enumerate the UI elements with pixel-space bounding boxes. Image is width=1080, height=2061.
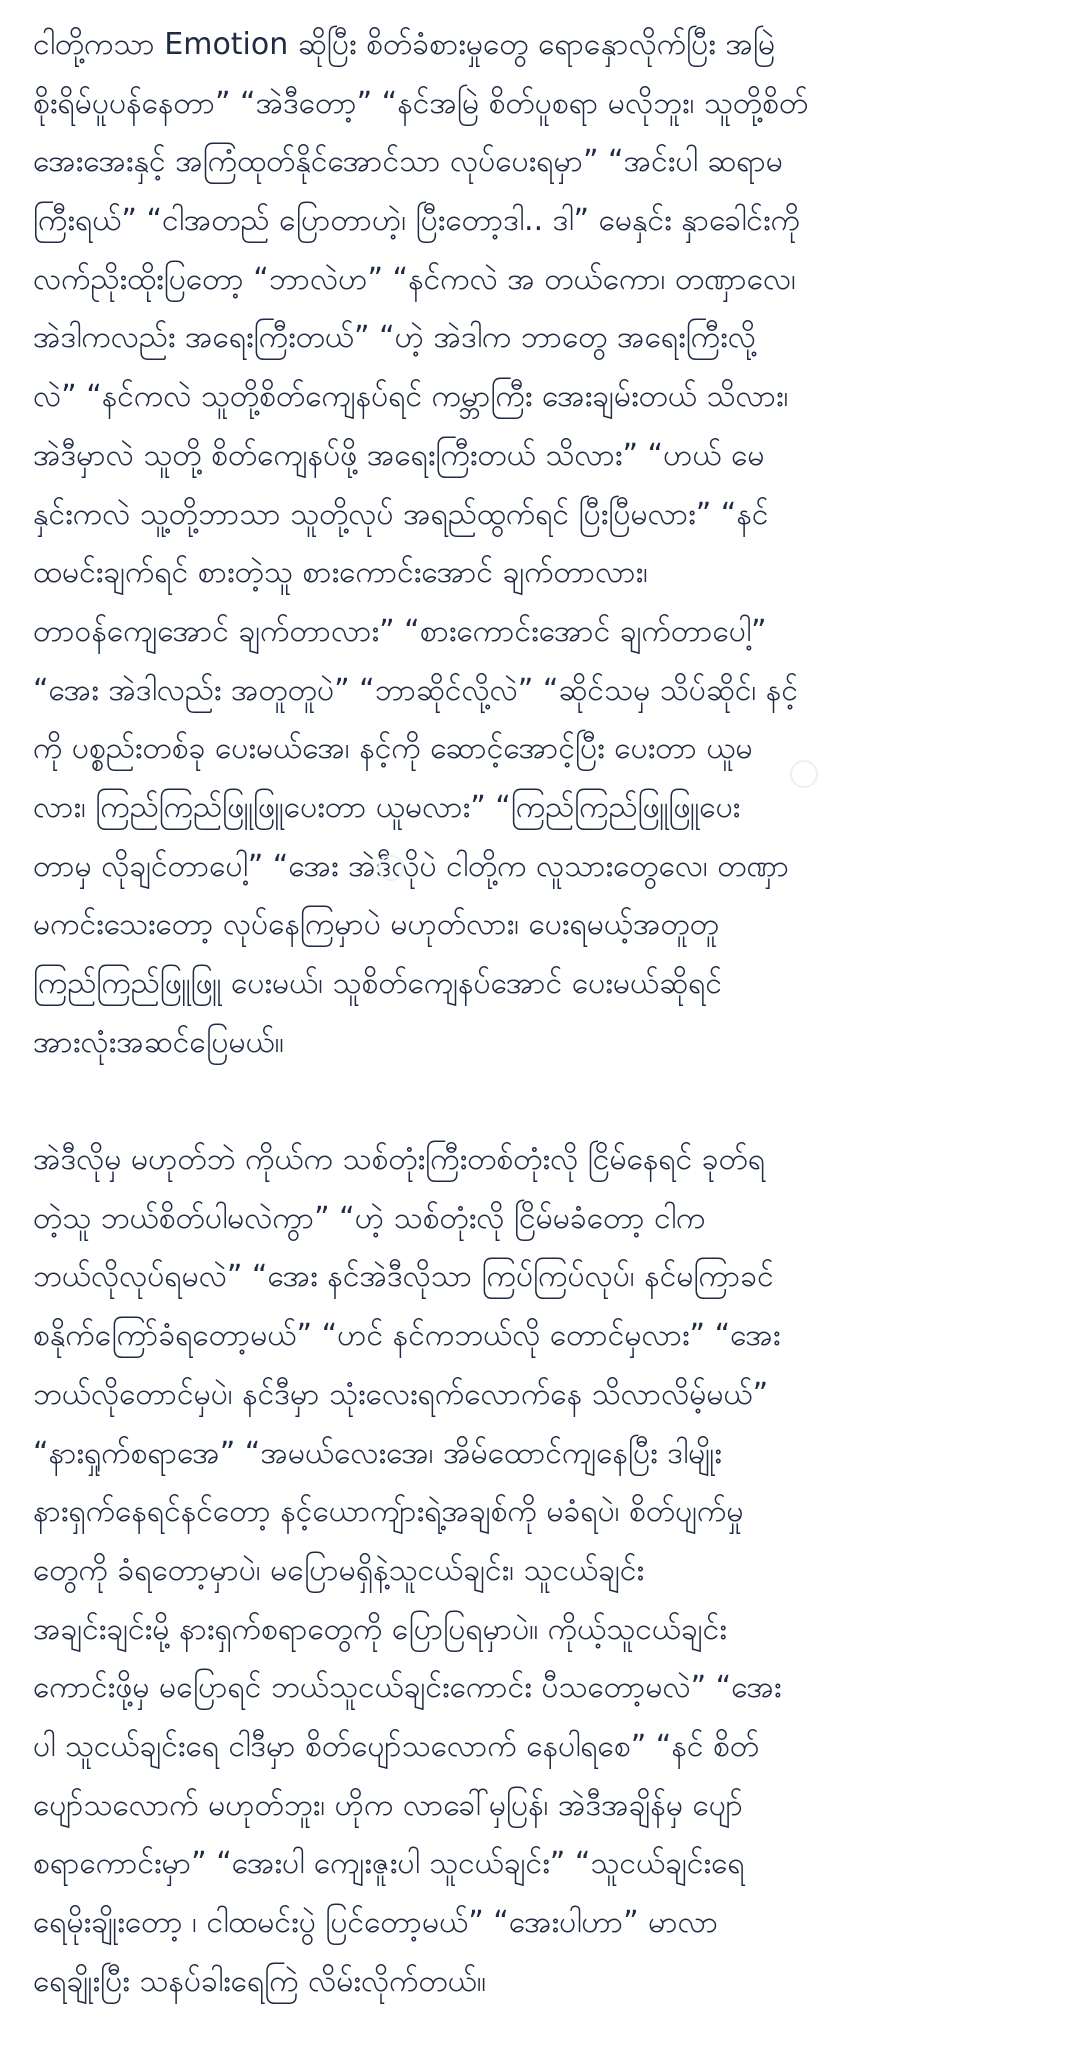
text-line: မကင်းသေးတော့ လုပ်နေကြမှာပဲ မဟုတ်လား၊ ပေးရမယ့်အတူတူ xyxy=(33,907,719,943)
text-line: လား၊ ကြည်ကြည်ဖြူဖြူပေးတာ ယူမလား” “ကြည်ကြည်ဖြူဖြူပေး xyxy=(33,789,741,825)
text-line: အေးအေးနှင့် အကြံထုတ်နိုင်အောင်သာ လုပ်ပေးရမှာ” “အင်းပါ ဆရာမ xyxy=(33,144,783,180)
text-line: ပါ သူငယ်ချင်းရေ ငါဒီမှာ စိတ်ပျော်သလောက် နေပါရစေ” “နင် စိတ် xyxy=(33,1728,760,1764)
text-line: အဲဒါကလည်း အရေးကြီးတယ်” “ဟဲ့ အဲဒါက ဘာတွေ အရေးကြီးလို့ xyxy=(33,320,756,356)
story-paragraph-1 xyxy=(33,16,1043,1072)
text-line: နားရှက်နေရင်နင်တော့ နင့်ယောကျ်ားရဲ့အချစ်ကို မခံရပဲ၊ စိတ်ပျက်မှု xyxy=(33,1494,744,1530)
text-line: လဲ” “နင်ကလဲ သူတို့စိတ်ကျေနပ်ရင် ကမ္ဘာကြီး အေးချမ်းတယ် သိလား၊ xyxy=(33,379,789,415)
watermark-circle xyxy=(790,760,818,788)
text-line: လက်ညိုးထိုးပြတော့ “ဘာလဲဟ” “နင်ကလဲ အ တယ်ကော၊ တဏှာလေ၊ xyxy=(33,261,796,297)
text-line: စရာကောင်းမှာ” “အေးပါ ကျေးဇူးပါ သူငယ်ချင်း” “သူငယ်ချင်းရေ xyxy=(33,1846,745,1882)
text-line: ရေမိုးချိုးတော့ ၊ ငါထမင်းပွဲ ပြင်တော့မယ်” “အေးပါဟာ” မာလာ xyxy=(33,1905,719,1940)
text-line: အားလုံးအဆင်ပြေမယ်။ xyxy=(33,1024,284,1060)
text-line: ဘယ်လိုလုပ်ရမလဲ” “အေး နင်အဲဒီလိုသာ ကြပ်ကြပ်လုပ်၊ နင်မကြာခင် xyxy=(33,1259,774,1295)
text-line: တဲ့သူ ဘယ်စိတ်ပါမလဲကွာ” “ဟဲ့ သစ်တုံးလို ငြိမ်မခံတော့ ငါက xyxy=(33,1200,706,1236)
text-line: ကောင်းဖို့မှ မပြောရင် ဘယ်သူငယ်ချင်းကောင်း ပီသတော့မလဲ” “အေး xyxy=(33,1670,782,1706)
text-line: ကြည်ကြည်ဖြူဖြူ ပေးမယ်၊ သူစိတ်ကျေနပ်အောင် ပေးမယ်ဆိုရင် xyxy=(33,966,722,1001)
text-line: ပျော်သလောက် မဟုတ်ဘူး၊ ဟိုက လာခေါ်မှပြန်၊ အဲဒီအချိန်မှ ပျော် xyxy=(33,1787,743,1823)
story-paragraph-2 xyxy=(33,1131,1043,2011)
text-line: တွေကို ခံရတော့မှာပဲ၊ မပြောမရှိနဲ့သူငယ်ချင်း၊ သူငယ်ချင်း xyxy=(33,1552,645,1588)
text-line: စိုးရိမ်ပူပန်နေတာ” “အဲဒီတော့” “နင်အမြဲ စိတ်ပူစရာ မလိုဘူး၊ သူတို့စိတ် xyxy=(33,85,809,121)
text-line: “နားရှုက်စရာအေ” “အမယ်လေးအေ၊ အိမ်ထောင်ကျနေပြီး ဒါမျိုး xyxy=(33,1435,722,1471)
text-line: စနိုက်ကြော်ခံရတော့မယ်” “ဟင် နင်ကဘယ်လို တောင်မှလား” “အေး xyxy=(33,1318,781,1354)
text-line: တာမှ လိုချင်တာပေါ့” “အေး အဲဒီလိုပဲ ငါတို့က လူသားတွေလေ၊ တဏှာ xyxy=(33,848,790,884)
text-line: ရေချိုးပြီး သနပ်ခါးရေကြဲ လိမ်းလိုက်တယ်။ xyxy=(33,1963,486,1999)
text-line: တာဝန်ကျေအောင် ချက်တာလား” “စားကောင်းအောင် ချက်တာပေါ့” xyxy=(33,613,767,649)
story-article xyxy=(33,16,1043,2011)
text-line: အချင်းချင်းမို့ နားရှက်စရာတွေကို ပြောပြရမှာပဲ။ ကိုယ့်သူငယ်ချင်း xyxy=(33,1611,727,1647)
text-line: ကို ပစ္စည်းတစ်ခု ပေးမယ်အေ၊ နင့်ကို ဆောင့်အောင့်ပြီး ပေးတာ ယူမ xyxy=(33,731,753,767)
text-line: ကြီးရယ်” “ငါအတည် ပြောတာဟဲ့၊ ပြီးတော့ဒါ.. ဒါ” မေနှင်း နှာခေါင်းကို xyxy=(33,203,800,239)
paragraph-spacer xyxy=(33,1072,1043,1131)
text-line: အဲဒီလိုမှ မဟုတ်ဘဲ ကိုယ်က သစ်တုံးကြီးတစ်တုံးလို ငြိမ်နေရင် ခုတ်ရ xyxy=(33,1142,766,1178)
text-line: “အေး အဲဒါလည်း အတူတူပဲ” “ဘာဆိုင်လို့လဲ” “ဆိုင်သမှ သိပ်ဆိုင်၊ နင့် xyxy=(33,672,798,708)
text-line: နှင်းကလဲ သူ့တို့ဘာသာ သူတို့လုပ် အရည်ထွက်ရင် ပြီးပြီမလား” “နင် xyxy=(33,496,769,532)
text-line: အဲဒီမှာလဲ သူတို့ စိတ်ကျေနပ်ဖို့ အရေးကြီးတယ် သိလား” “ဟယ် မေ xyxy=(33,437,765,473)
text-line: ငါတို့ကသာ Emotion ဆိုပြီး စိတ်ခံစားမှုတွေ ရောနှောလိုက်ပြီး အမြဲ xyxy=(33,27,776,62)
watermark-circle xyxy=(378,855,404,881)
text-line: ဘယ်လိုတောင်မှပဲ၊ နင်ဒီမှာ သုံးလေးရက်လောက်နေ သိလာလိမ့်မယ်” xyxy=(33,1376,769,1412)
text-line: ထမင်းချက်ရင် စားတဲ့သူ စားကောင်းအောင် ချက်တာလား၊ xyxy=(33,555,648,591)
